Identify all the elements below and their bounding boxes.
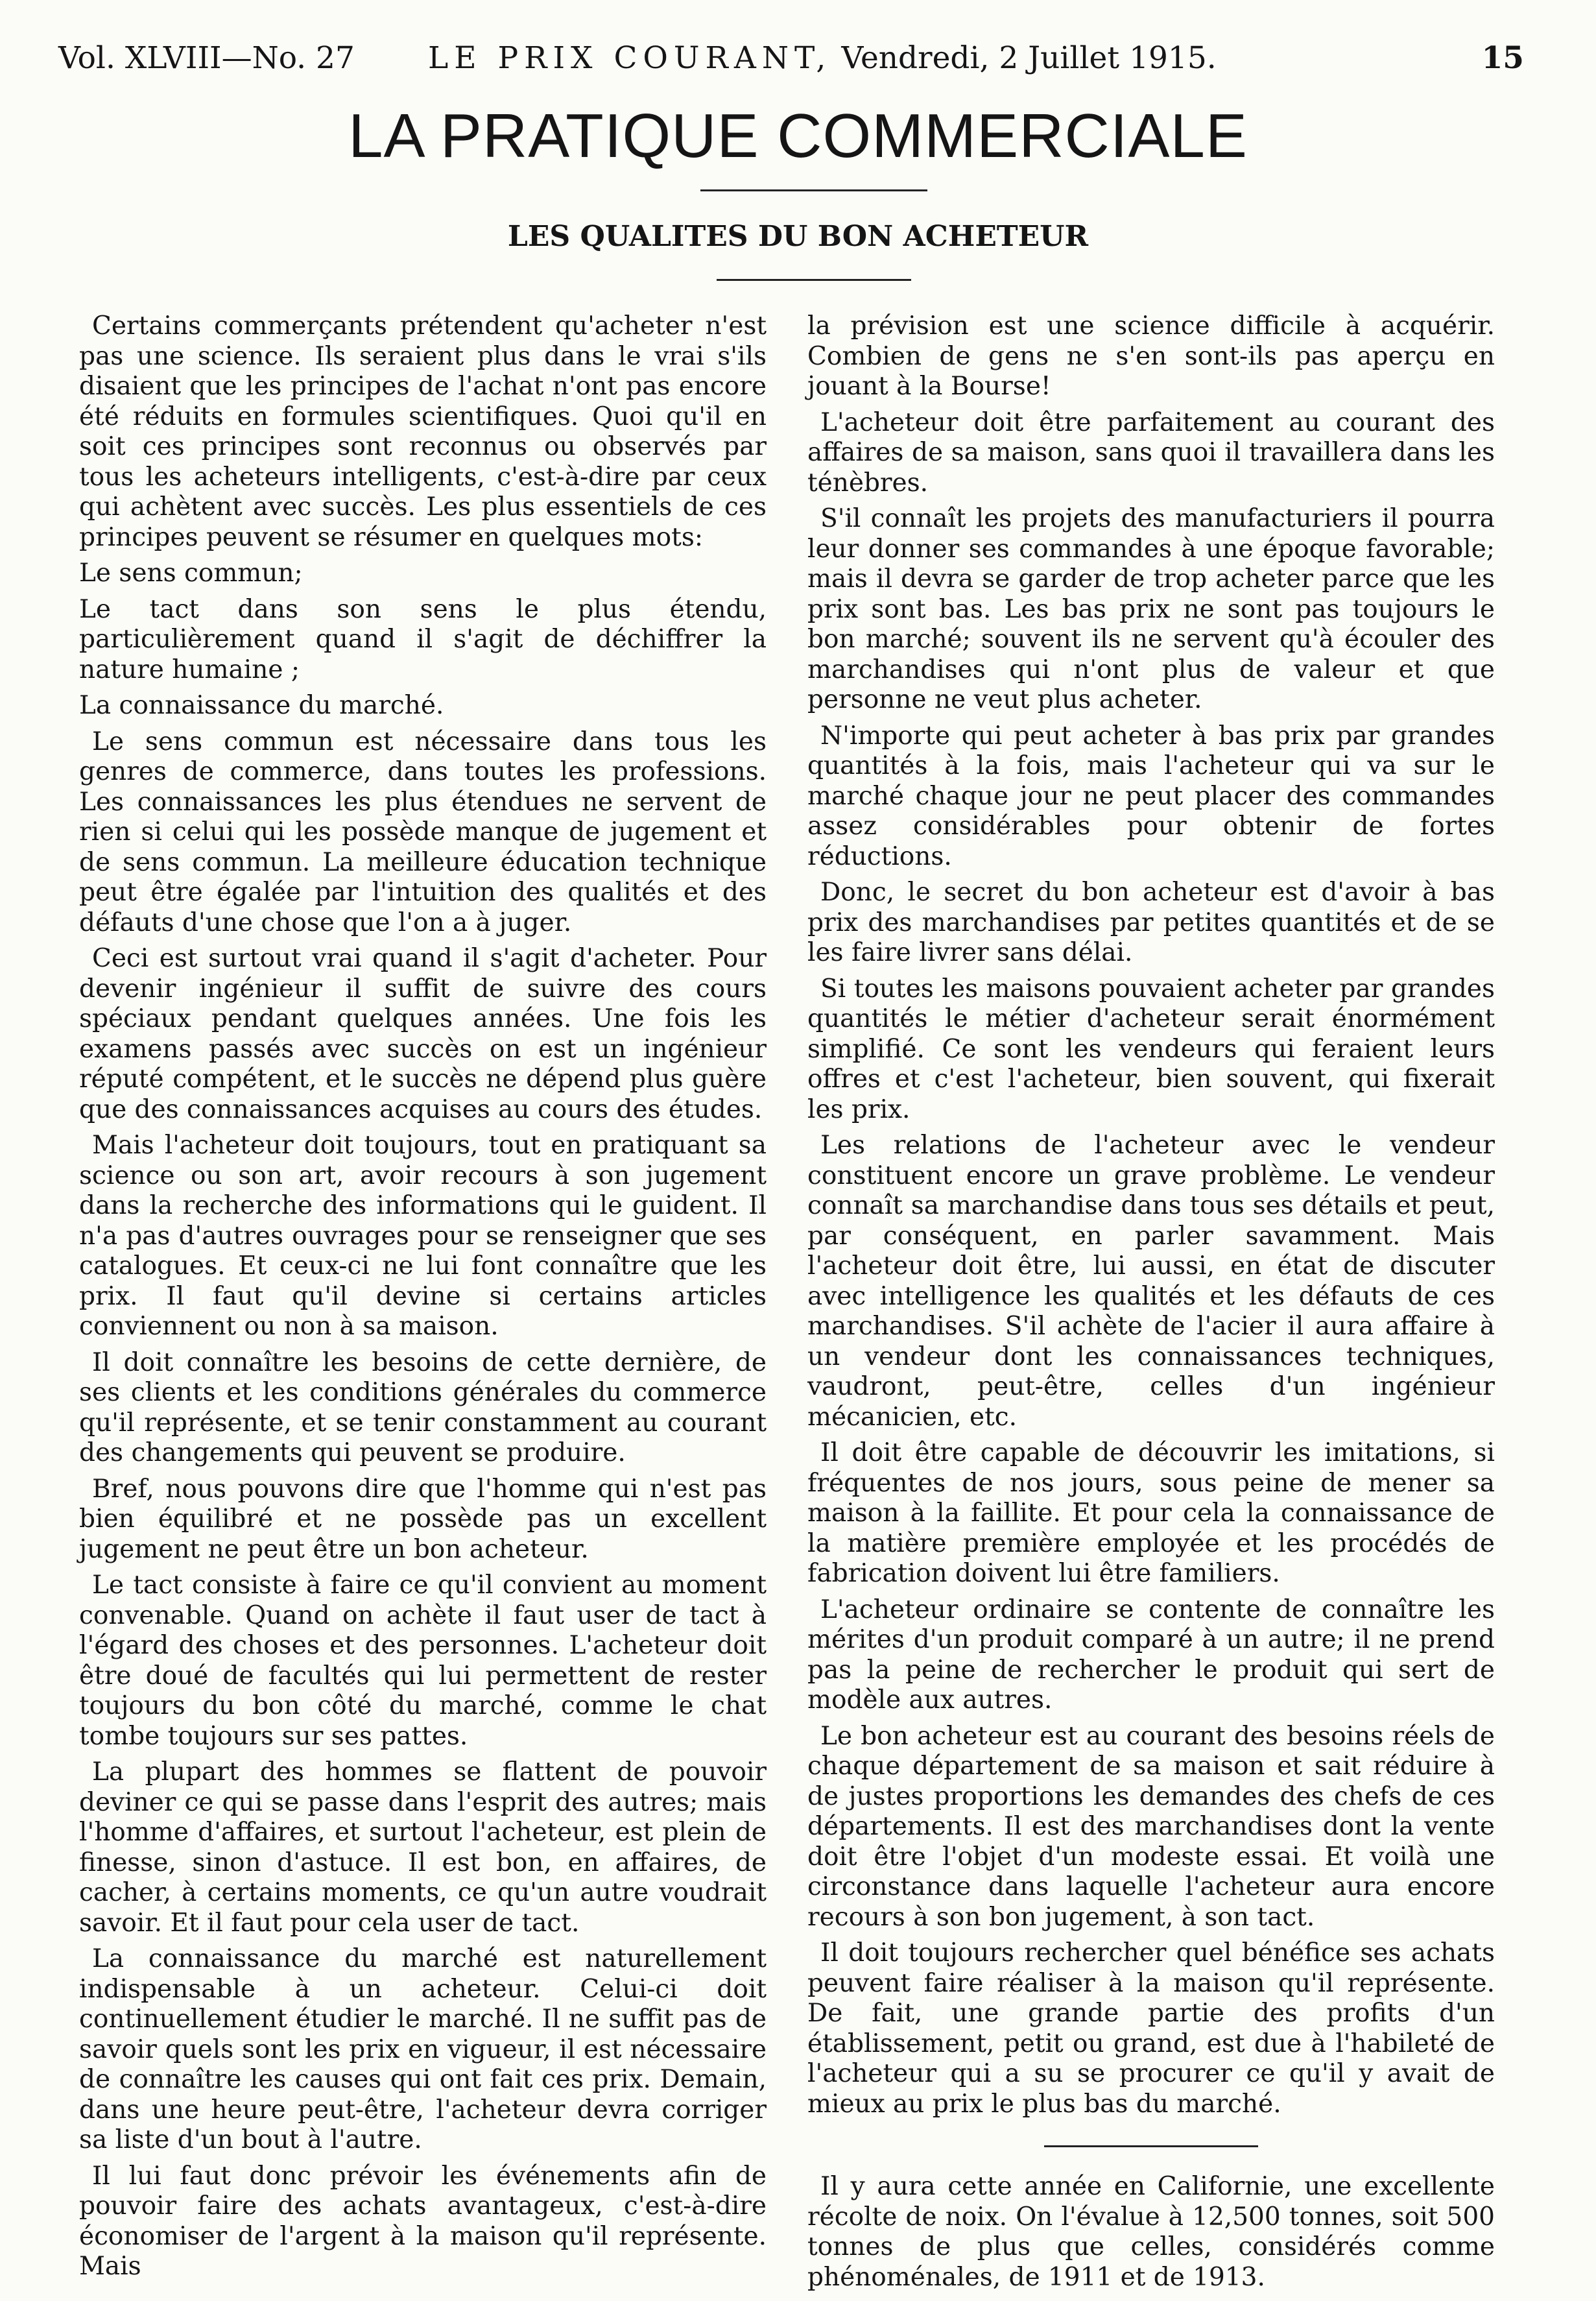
issue-date: Vendredi, 2 Juillet 1915. bbox=[841, 40, 1217, 76]
paragraph: Le sens commun est nécessaire dans tous les genres de commerce, dans toutes les professions. Les connaissances les plus étendues ne servent de rien si celui qui les possède manque de jugement et de sens commun. La meilleure éducation technique peut être égalée par l'intuition des qualités et des défauts d'une chose que l'on a à juger. bbox=[79, 727, 767, 937]
paragraph: la prévision est une science difficile à acquérir. Combien de gens ne s'en sont-ils pas aperçu en jouant à la Bourse! bbox=[807, 311, 1495, 401]
article-title: LES QUALITES DU BON ACHETEUR bbox=[507, 220, 1089, 253]
paragraph: Le bon acheteur est au courant des besoins réels de chaque département de sa maison et sait réduire à de justes proportions les demandes des chefs de ces départements. Il est des marchandises dont la vente doit être l'objet d'un modeste essai. Et voilà une circonstance dans laquelle l'acheteur aura encore recours à son bon jugement, à son tact. bbox=[807, 1721, 1495, 1932]
section-title: LA PRATIQUE COMMERCIALE bbox=[348, 101, 1248, 171]
paragraph: L'acheteur doit être parfaitement au courant des affaires de sa maison, sans quoi il travaillera dans les ténèbres. bbox=[807, 407, 1495, 498]
paragraph: S'il connaît les projets des manufacturiers il pourra leur donner ses commandes à une époque favorable; mais il devra se garder de trop acheter parce que les prix sont bas. Les bas prix ne sont pas toujours le bon marché; souvent ils ne servent qu'à écouler des marchandises qui n'ont plus de valeur et que personne ne veut plus acheter. bbox=[807, 504, 1495, 714]
article-right-column bbox=[807, 311, 1495, 2298]
paragraph: L'acheteur ordinaire se contente de connaître les mérites d'un produit comparé à un autre; il ne prend pas la peine de rechercher le produit qui sert de modèle aux autres. bbox=[807, 1595, 1495, 1715]
publication-name: LE PRIX COURANT, bbox=[428, 40, 832, 76]
list-item: Le sens commun; bbox=[79, 559, 303, 588]
paragraph: Il lui faut donc prévoir les événements afin de pouvoir faire des achats avantageux, c'est-à-dire économiser de l'argent à la maison qu'il représente. Mais bbox=[79, 2161, 767, 2281]
list-item: La connaissance du marché. bbox=[79, 691, 444, 720]
title-divider-top bbox=[700, 189, 927, 191]
paragraph: Certains commerçants prétendent qu'acheter n'est pas une science. Ils seraient plus dans le vrai s'ils disaient que les principes de l'achat n'ont pas encore été réduits en formules scientifiques. Quoi qu'il en soit ces principes sont reconnus ou observés par tous les acheteurs intelligents, c'est-à-dire par ceux qui achètent avec succès. Les plus essentiels de ces principes peuvent se résumer en quelques mots: bbox=[79, 311, 767, 552]
title-divider-bottom bbox=[717, 279, 911, 281]
paragraph: Ceci est surtout vrai quand il s'agit d'acheter. Pour devenir ingénieur il suffit de suivre des cours spéciaux pendant quelques années. Une fois les examens passés avec succès on est un ingénieur réputé compétent, et le succès ne dépend plus guère que des connaissances acquises au cours des études. bbox=[79, 944, 767, 1124]
running-header bbox=[58, 32, 1524, 84]
list-item: Le tact dans son sens le plus étendu, particulièrement quand il s'agit de déchiffrer la nature humaine ; bbox=[79, 594, 767, 684]
article-left-column bbox=[79, 311, 767, 2288]
paragraph: N'importe qui peut acheter à bas prix par grandes quantités à la fois, mais l'acheteur qui va sur le marché chaque jour ne peut placer des commandes assez considérables pour obtenir de fortes réductions. bbox=[807, 721, 1495, 871]
page-number: 15 bbox=[1481, 40, 1524, 76]
paragraph: Les relations de l'acheteur avec le vendeur constituent encore un grave problème. Le vendeur connaît sa marchandise dans tous ses détails et peut, par conséquent, en parler savamment. Mais l'acheteur doit être, lui aussi, en état de discuter avec intelligence les qualités et les défauts de ces marchandises. S'il achète de l'acier il aura affaire à un vendeur dont les connaissances techniques, vaudront, peut-être, celles d'un ingénieur mécanicien, etc. bbox=[807, 1131, 1495, 1432]
paragraph: Il doit être capable de découvrir les imitations, si fréquentes de nos jours, sous peine de mener sa maison à la faillite. Et pour cela la connaissance de la matière première employée et les procédés de fabrication doivent lui être familiers. bbox=[807, 1438, 1495, 1588]
paragraph: Bref, nous pouvons dire que l'homme qui n'est pas bien équilibré et ne possède pas un excellent jugement ne peut être un bon acheteur. bbox=[79, 1474, 767, 1564]
paragraph: Il doit connaître les besoins de cette dernière, de ses clients et les conditions générales du commerce qu'il représente, et se tenir constamment au courant des changements qui peuvent se produire. bbox=[79, 1347, 767, 1467]
paragraph: La plupart des hommes se flattent de pouvoir deviner ce qui se passe dans l'esprit des autres; mais l'homme d'affaires, et surtout l'acheteur, est plein de finesse, sinon d'astuce. Il est bon, en affaires, de cacher, à certains moments, ce qu'un autre voudrait savoir. Et il faut pour cela user de tact. bbox=[79, 1757, 767, 1938]
volume-number: Vol. XLVIII—No. 27 bbox=[58, 40, 355, 76]
brief-note: Il y aura cette année en Californie, une excellente récolte de noix. On l'évalue à 12,500 tonnes, soit 500 tonnes de plus que celles, considérés comme phénoménales, de 1911 et de 1913. bbox=[807, 2172, 1495, 2292]
note-divider bbox=[1044, 2145, 1258, 2147]
publication-line bbox=[428, 32, 1217, 84]
paragraph: Donc, le secret du bon acheteur est d'avoir à bas prix des marchandises par petites quantités et de se les faire livrer sans délai. bbox=[807, 878, 1495, 967]
paragraph: Le tact consiste à faire ce qu'il convient au moment convenable. Quand on achète il faut user de tact à l'égard des choses et des personnes. L'acheteur doit être doué de facultés qui lui permettent de rester toujours du bon côté du marché, comme le chat tombe toujours sur ses pattes. bbox=[79, 1571, 767, 1751]
paragraph: Mais l'acheteur doit toujours, tout en pratiquant sa science ou son art, avoir recours à son jugement dans la recherche des informations qui le guident. Il n'a pas d'autres ouvrages pour se renseigner que ses catalogues. Et ceux-ci ne lui font connaître que les prix. Il faut qu'il devine si certains articles conviennent ou non à sa maison. bbox=[79, 1131, 767, 1341]
paragraph: La connaissance du marché est naturellement indispensable à un acheteur. Celui-ci doit continuellement étudier le marché. Il ne suffit pas de savoir quels sont les prix en vigueur, il est nécessaire de connaître les causes qui ont fait ces prix. Demain, dans une heure peut-être, l'acheteur devra corriger sa liste d'un bout à l'autre. bbox=[79, 1944, 767, 2154]
paragraph: Il doit toujours rechercher quel bénéfice ses achats peuvent faire réaliser à la maison qu'il représente. De fait, une grande partie des profits d'un établissement, petit ou grand, est due à l'habileté de l'acheteur qui a su se procurer ce qu'il y avait de mieux au prix le plus bas du marché. bbox=[807, 1938, 1495, 2119]
paragraph: Si toutes les maisons pouvaient acheter par grandes quantités le métier d'acheteur serait énormément simplifié. Ce sont les vendeurs qui feraient leurs offres et c'est l'acheteur, bien souvent, qui fixerait les prix. bbox=[807, 974, 1495, 1124]
